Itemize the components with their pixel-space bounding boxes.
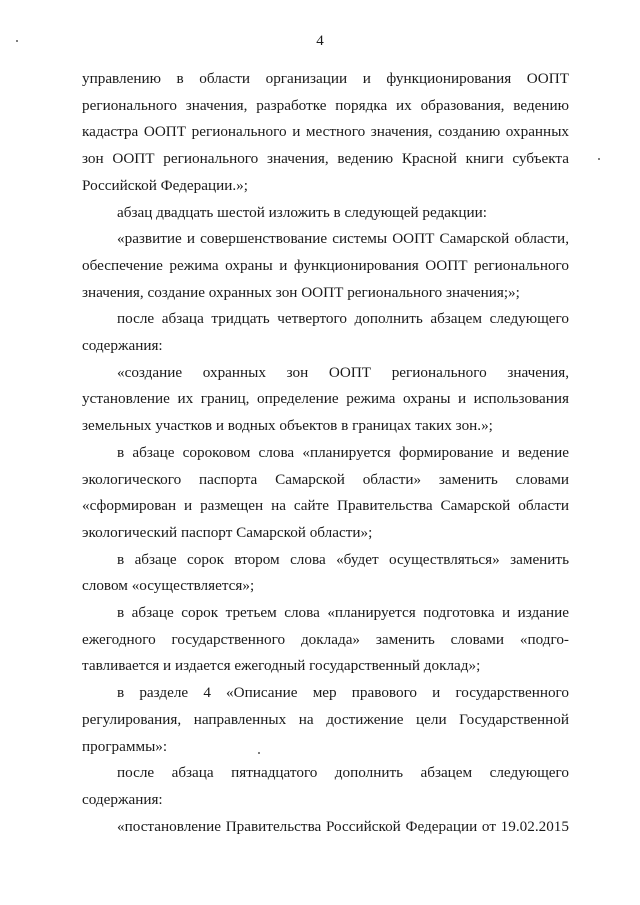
paragraph-amendment-40: в абзаце сороковом слова «планируется формирование и ведение экологического паспорта Самарской области» заменить словами «сформирован и размещен на сайте Правительства Самарской области экологический паспорт Самарской области»; xyxy=(82,443,569,541)
scan-speck xyxy=(16,40,18,42)
paragraph-continuation: управлению в области организации и функционирования ООПТ регионального значения, разработке порядка их образования, ведению кадастра ООПТ регионального и местного значения, созданию охранных зон ООПТ регионального значения, ведению Красной книги субъекта Российской Федерации.»; xyxy=(82,70,569,194)
paragraph-amendment-15: после абзаца пятнадцатого дополнить абзацем следующего содержания: xyxy=(82,764,569,808)
paragraph-amendment-43: в абзаце сорок третьем слова «планируется подготовка и издание ежегодного государственного доклада» заменить словами «подго-тавливается и издается ежегодный государственный доклад»; xyxy=(82,604,569,675)
paragraph-quote-protected-zones: «создание охранных зон ООПТ регионального значения, установление их границ, определение режима охраны и использования земельных участков и водных объектов в границах таких зон.»; xyxy=(82,363,569,435)
scan-speck xyxy=(598,158,600,160)
paragraph-quote-resolution: «постановление Правительства Российской Федерации от 19.02.2015 xyxy=(117,817,569,835)
paragraph-section-4: в разделе 4 «Описание мер правового и государственного регулирования, направленных на достижение цели Государственной программы»: xyxy=(82,684,569,755)
paragraph-quote-development: «развитие и совершенствование системы ООПТ Самарской области, обеспечение режима охраны и функционирования ООПТ регионального значения, создание охранных зон ООПТ регионального значения;»; xyxy=(82,230,569,301)
paragraph-amendment-42: в абзаце сорок втором слова «будет осуществляться» заменить словом «осуществляется»; xyxy=(82,550,569,595)
paragraph-amendment-34: после абзаца тридцать четвертого дополнить абзацем следующего содержания: xyxy=(82,310,569,355)
page-number: 4 xyxy=(316,33,324,49)
document-body xyxy=(82,66,569,840)
paragraph-amendment-26: абзац двадцать шестой изложить в следующей редакции: xyxy=(117,203,487,221)
scan-speck xyxy=(258,752,260,754)
